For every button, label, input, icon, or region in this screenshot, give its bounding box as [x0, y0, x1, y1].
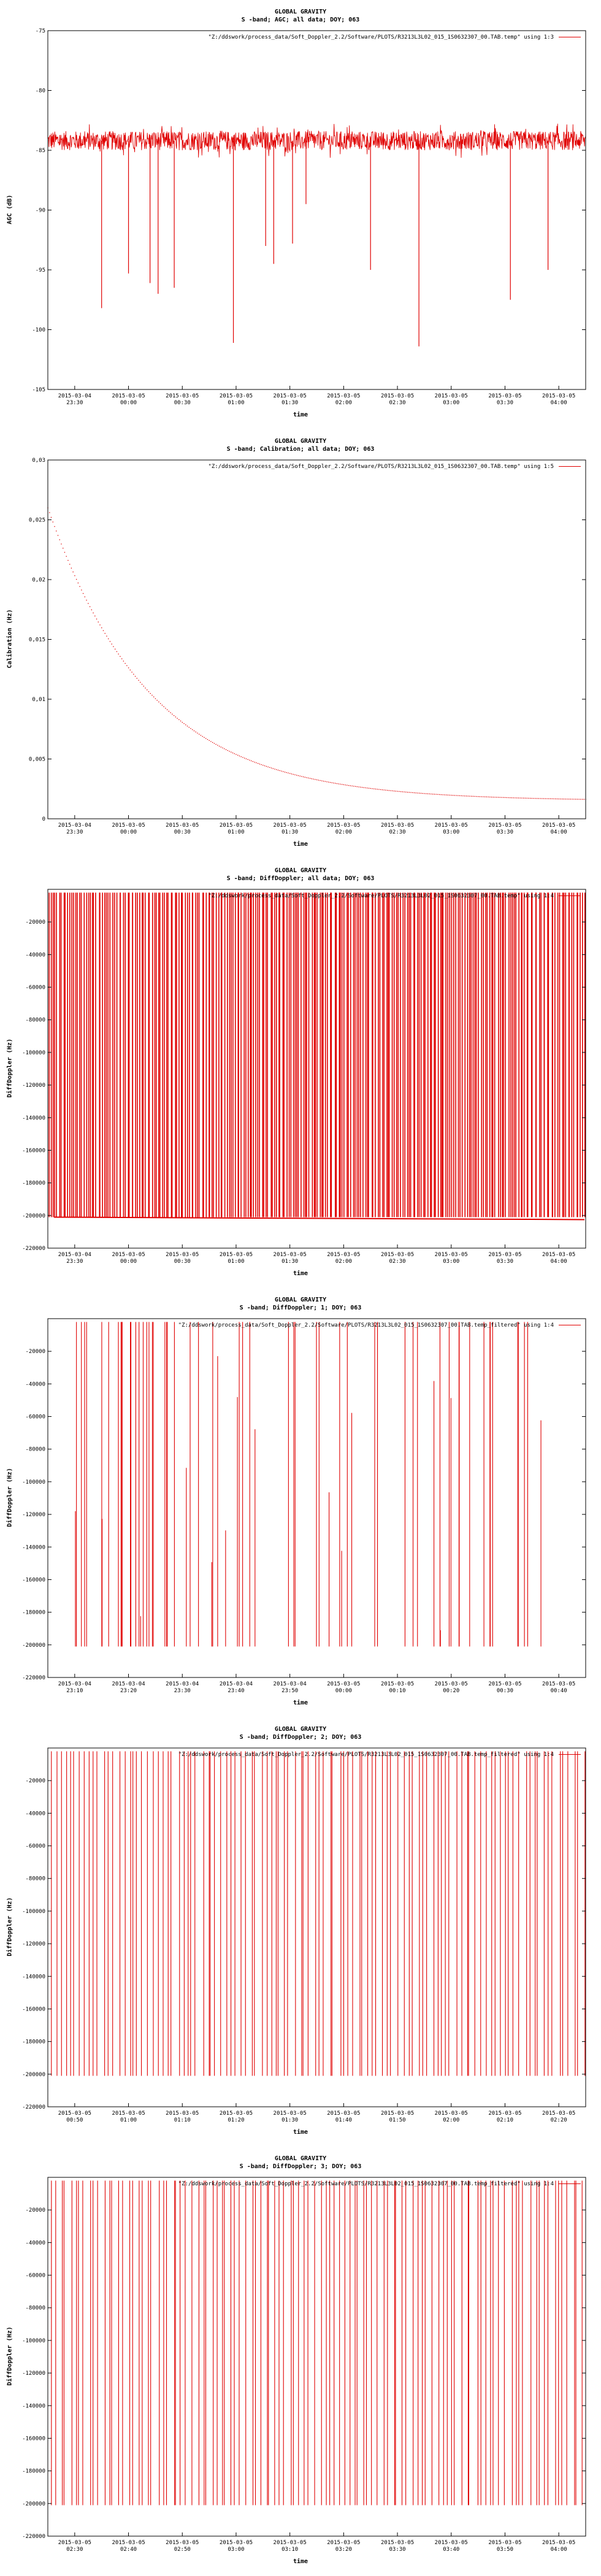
- y-tick-label: -100000: [22, 1908, 45, 1915]
- x-tick-label: 2015-03-05 01:00: [112, 2110, 145, 2123]
- calibration-point: [98, 621, 99, 622]
- calibration-point: [273, 768, 274, 769]
- y-tick-label: -40000: [25, 1811, 45, 1817]
- calibration-point: [417, 792, 418, 793]
- calibration-point: [101, 627, 102, 628]
- y-tick-label: -60000: [25, 1414, 45, 1420]
- y-tick-label: -20000: [25, 1778, 45, 1785]
- x-tick-label: 2015-03-05 03:50: [488, 2540, 522, 2553]
- calibration-point: [533, 798, 534, 799]
- calibration-point: [215, 744, 216, 745]
- calibration-point: [373, 788, 374, 789]
- y-tick-label: -220000: [22, 1246, 45, 1252]
- y-tick-label: -200000: [22, 2501, 45, 2507]
- y-tick-label: -75: [35, 28, 45, 34]
- calibration-point: [400, 791, 401, 792]
- calibration-point: [175, 716, 176, 717]
- calibration-point: [346, 785, 347, 786]
- x-tick-label: 2015-03-05 02:30: [58, 2540, 91, 2553]
- calibration-point: [76, 579, 77, 580]
- calibration-point: [124, 663, 125, 664]
- y-tick-label: -100000: [22, 1479, 45, 1485]
- plot-frame: [48, 460, 586, 819]
- chart-subtitle: S -band; Calibration; all data; DOY; 063: [226, 446, 375, 453]
- y-tick-label: -220000: [22, 2104, 45, 2110]
- x-tick-label: 2015-03-05 04:00: [542, 2540, 576, 2553]
- legend-swatch: [559, 895, 581, 896]
- calibration-point: [521, 798, 522, 799]
- chart-panel-6: [0, 2147, 601, 2576]
- y-tick-label: -80: [35, 88, 45, 94]
- calibration-point: [402, 791, 403, 792]
- x-tick-label: 2015-03-05 02:50: [166, 2540, 199, 2553]
- calibration-point: [457, 795, 458, 796]
- y-tick-label: -80000: [25, 1446, 45, 1453]
- calibration-point: [286, 772, 287, 773]
- chart-title: GLOBAL GRAVITY: [274, 1726, 327, 1733]
- calibration-point: [469, 795, 470, 796]
- y-tick-label: 0,03: [32, 458, 45, 464]
- y-tick-label: -80000: [25, 1017, 45, 1024]
- calibration-point: [133, 674, 134, 675]
- calibration-point: [135, 676, 136, 677]
- calibration-point: [360, 787, 361, 788]
- calibration-point: [459, 795, 460, 796]
- x-axis-label: time: [293, 2558, 308, 2565]
- x-tick-label: 2015-03-05 00:40: [542, 1681, 576, 1694]
- calibration-point: [442, 794, 443, 795]
- x-tick-label: 2015-03-05 04:00: [542, 822, 576, 835]
- calibration-point: [462, 795, 463, 796]
- calibration-point: [441, 794, 442, 795]
- calibration-point: [59, 539, 60, 540]
- x-tick-label: 2015-03-04 23:30: [166, 1681, 199, 1694]
- calibration-point: [343, 784, 344, 785]
- calibration-point: [387, 790, 388, 791]
- calibration-point: [303, 776, 304, 777]
- y-tick-label: -80000: [25, 1876, 45, 1882]
- x-tick-label: 2015-03-05 00:30: [488, 1681, 522, 1694]
- x-tick-label: 2015-03-05 01:00: [219, 822, 253, 835]
- calibration-point: [528, 798, 529, 799]
- y-tick-label: 0,02: [32, 577, 45, 583]
- calibration-point: [271, 768, 272, 769]
- chart-title: GLOBAL GRAVITY: [274, 867, 327, 874]
- y-tick-label: -100: [32, 327, 45, 334]
- calibration-point: [182, 722, 183, 723]
- x-tick-label: 2015-03-04 23:20: [112, 1681, 145, 1694]
- calibration-point: [71, 568, 72, 569]
- x-tick-label: 2015-03-05 02:00: [327, 822, 361, 835]
- calibration-point: [370, 788, 371, 789]
- x-tick-label: 2015-03-05 03:30: [380, 2540, 415, 2553]
- x-axis-label: time: [293, 1270, 308, 1277]
- chart-subtitle: S -band; DiffDoppler; 1; DOY; 063: [239, 1305, 362, 1311]
- y-tick-label: -40000: [25, 952, 45, 959]
- x-tick-label: 2015-03-04 23:10: [58, 1681, 91, 1694]
- x-tick-label: 2015-03-05 03:20: [327, 2540, 361, 2553]
- y-tick-label: -20000: [25, 919, 45, 926]
- x-tick-label: 2015-03-05 00:30: [166, 822, 199, 835]
- x-tick-label: 2015-03-05 02:30: [380, 822, 415, 835]
- calibration-point: [464, 795, 465, 796]
- y-tick-label: -140000: [22, 1544, 45, 1551]
- calibration-point: [108, 638, 109, 639]
- calibration-point: [330, 782, 331, 783]
- calibration-point: [212, 742, 213, 743]
- x-tick-label: 2015-03-05 03:40: [434, 2540, 468, 2553]
- calibration-point: [358, 786, 359, 787]
- calibration-point: [511, 797, 512, 798]
- legend-label: "Z:/ddswork/process_data/Soft_Doppler_2.2/Software/PLOTS/R3213L3L02_015_1S0632307_00.TAB.temp" using 1:3: [208, 34, 554, 40]
- calibration-point: [126, 665, 127, 666]
- legend: [208, 34, 581, 40]
- calibration-point: [241, 756, 242, 757]
- legend: [178, 2181, 581, 2187]
- calibration-point: [580, 799, 581, 800]
- x-tick-label: 2015-03-05 02:00: [434, 2110, 468, 2123]
- x-tick-label: 2015-03-05 01:30: [273, 822, 307, 835]
- calibration-point: [578, 799, 579, 800]
- y-axis-label: DiffDoppler (Hz): [6, 1038, 13, 1098]
- calibration-point: [471, 796, 472, 797]
- legend-swatch: [559, 2183, 581, 2184]
- calibration-point: [513, 797, 514, 798]
- calibration-point: [355, 786, 356, 787]
- y-tick-label: -160000: [22, 1148, 45, 1154]
- chart-svg: [0, 859, 601, 1288]
- y-axis-label: Calibration (Hz): [6, 608, 13, 669]
- calibration-point: [49, 512, 50, 513]
- y-tick-label: -200000: [22, 1642, 45, 1649]
- y-tick-label: -140000: [22, 1974, 45, 1980]
- y-tick-label: 0,01: [32, 697, 45, 703]
- calibration-point: [150, 693, 151, 694]
- y-tick-label: -100000: [22, 2337, 45, 2344]
- calibration-point: [321, 780, 322, 781]
- calibration-point: [269, 767, 270, 768]
- x-tick-label: 2015-03-05 00:00: [112, 822, 145, 835]
- chart-svg: [0, 1717, 601, 2147]
- y-tick-label: -95: [35, 267, 45, 274]
- series-group: [52, 1751, 585, 2076]
- calibration-point: [380, 789, 381, 790]
- y-axis-label: DiffDoppler (Hz): [6, 1467, 13, 1527]
- y-tick-label: -60000: [25, 984, 45, 991]
- calibration-point: [244, 757, 245, 758]
- legend-label: "Z:/ddswork/process_data/Soft_Doppler_2.2/Software/PLOTS/R3213L3L02_015_1S0632307_00.TAB.temp" using 1:4: [208, 893, 554, 899]
- x-tick-label: 2015-03-05 01:30: [273, 393, 307, 406]
- chart-panel-5: [0, 1717, 601, 2147]
- y-tick-label: -220000: [22, 1675, 45, 1681]
- calibration-point: [385, 790, 386, 791]
- y-tick-label: -180000: [22, 1180, 45, 1187]
- series-group: [49, 892, 585, 1219]
- calibration-point: [543, 798, 544, 799]
- calibration-point: [185, 724, 186, 725]
- y-axis-label: AGC (dB): [6, 194, 13, 224]
- x-tick-label: 2015-03-05 00:20: [434, 1681, 468, 1694]
- x-axis-label: time: [293, 1700, 308, 1706]
- y-tick-label: -105: [32, 387, 45, 393]
- chart-svg: [0, 1288, 601, 1717]
- y-tick-label: -80000: [25, 2305, 45, 2312]
- calibration-point: [582, 799, 583, 800]
- y-tick-label: -60000: [25, 2272, 45, 2279]
- y-tick-label: -120000: [22, 2371, 45, 2377]
- x-tick-label: 2015-03-04 23:50: [273, 1681, 307, 1694]
- legend: [208, 893, 581, 899]
- legend-label: "Z:/ddswork/process_data/Soft_Doppler_2.2/Software/PLOTS/R3213L3L02_015_1S0632307_00.TAB.temp_filtered" using 1:4: [178, 2181, 554, 2187]
- calibration-point: [138, 680, 139, 681]
- calibration-point: [64, 552, 65, 553]
- calibration-point: [121, 658, 122, 659]
- calibration-point: [234, 753, 235, 754]
- chart-subtitle: S -band; DiffDoppler; all data; DOY; 063: [226, 875, 375, 882]
- calibration-point: [99, 624, 100, 625]
- calibration-point: [207, 739, 208, 740]
- calibration-point: [412, 792, 413, 793]
- calibration-point: [516, 797, 517, 798]
- calibration-point: [382, 789, 383, 790]
- legend-label: "Z:/ddswork/process_data/Soft_Doppler_2.2/Software/PLOTS/R3213L3L02_015_1S0632307_00.TAB.temp_filtered" using 1:4: [178, 1752, 554, 1758]
- y-tick-label: -140000: [22, 1115, 45, 1122]
- chart-panel-1: [0, 0, 601, 429]
- series-group: [48, 124, 586, 347]
- y-tick-label: -180000: [22, 1609, 45, 1616]
- x-tick-label: 2015-03-05 01:30: [273, 1252, 307, 1265]
- x-tick-label: 2015-03-05 02:00: [327, 1252, 361, 1265]
- calibration-point: [350, 785, 351, 786]
- calibration-point: [348, 785, 349, 786]
- y-tick-label: -40000: [25, 1381, 45, 1388]
- calibration-point: [155, 698, 156, 699]
- x-tick-label: 2015-03-05 03:30: [488, 1252, 522, 1265]
- y-tick-label: -140000: [22, 2403, 45, 2410]
- calibration-point: [518, 797, 519, 798]
- x-tick-label: 2015-03-05 03:00: [434, 822, 468, 835]
- calibration-point: [74, 575, 75, 576]
- y-tick-label: -180000: [22, 2468, 45, 2475]
- x-tick-label: 2015-03-05 00:30: [166, 393, 199, 406]
- calibration-point: [501, 797, 502, 798]
- x-tick-label: 2015-03-05 01:40: [327, 2110, 361, 2123]
- y-tick-label: -100000: [22, 1049, 45, 1056]
- chart-subtitle: S -band; DiffDoppler; 2; DOY; 063: [239, 1734, 362, 1741]
- y-tick-label: -160000: [22, 1577, 45, 1584]
- chart-panel-3: [0, 859, 601, 1288]
- calibration-point: [178, 719, 179, 720]
- calibration-point: [67, 560, 68, 561]
- x-tick-label: 2015-03-04 23:30: [58, 822, 91, 835]
- calibration-point: [328, 782, 329, 783]
- calibration-point: [326, 781, 327, 782]
- calibration-point: [190, 728, 191, 729]
- legend-label: "Z:/ddswork/process_data/Soft_Doppler_2.2/Software/PLOTS/R3213L3L02_015_1S0632307_00.TAB.temp" using 1:5: [208, 464, 554, 470]
- calibration-point: [128, 667, 129, 668]
- calibration-point: [298, 775, 299, 776]
- x-tick-label: 2015-03-05 01:10: [166, 2110, 199, 2123]
- calibration-point: [106, 635, 107, 636]
- calibration-point: [51, 517, 52, 518]
- x-tick-label: 2015-03-05 00:50: [58, 2110, 91, 2123]
- calibration-point: [476, 796, 477, 797]
- plot-frame: [48, 2177, 586, 2536]
- chart-title: GLOBAL GRAVITY: [274, 9, 327, 15]
- x-tick-label: 2015-03-05 03:00: [434, 393, 468, 406]
- x-tick-label: 2015-03-05 00:10: [380, 1681, 415, 1694]
- calibration-point: [202, 736, 203, 737]
- x-tick-label: 2015-03-05 02:30: [380, 1252, 415, 1265]
- y-tick-label: 0,015: [28, 637, 45, 643]
- chart-subtitle: S -band; AGC; all data; DOY; 063: [241, 17, 360, 23]
- x-tick-label: 2015-03-05 04:00: [542, 1252, 576, 1265]
- calibration-point: [151, 695, 152, 696]
- calibration-point: [81, 589, 82, 590]
- legend: [178, 1322, 581, 1328]
- calibration-point: [249, 760, 250, 761]
- y-axis-label: DiffDoppler (Hz): [6, 2326, 13, 2386]
- plot-frame: [48, 1748, 586, 2107]
- diffdoppler-floor-line: [54, 1217, 584, 1219]
- calibration-point: [293, 774, 294, 775]
- x-axis-label: time: [293, 412, 308, 418]
- x-tick-label: 2015-03-05 02:40: [112, 2540, 145, 2553]
- x-tick-label: 2015-03-05 01:00: [219, 1252, 253, 1265]
- calibration-point: [291, 773, 292, 774]
- legend: [208, 464, 581, 470]
- chart-subtitle: S -band; DiffDoppler; 3; DOY; 063: [239, 2163, 362, 2170]
- x-tick-label: 2015-03-05 01:30: [273, 2110, 307, 2123]
- x-tick-label: 2015-03-05 00:00: [327, 1681, 361, 1694]
- chart-svg: [0, 2147, 601, 2576]
- calibration-point: [148, 691, 149, 692]
- x-tick-label: 2015-03-05 00:00: [112, 393, 145, 406]
- y-tick-label: -20000: [25, 2207, 45, 2214]
- x-tick-label: 2015-03-05 03:30: [488, 822, 522, 835]
- x-axis-label: time: [293, 2129, 308, 2136]
- calibration-point: [384, 789, 385, 790]
- y-tick-label: 0: [42, 816, 45, 822]
- y-tick-label: -160000: [22, 2006, 45, 2013]
- x-tick-label: 2015-03-05 00:00: [112, 1252, 145, 1265]
- y-tick-label: -20000: [25, 1349, 45, 1355]
- calibration-point: [306, 777, 307, 778]
- y-axis-label: DiffDoppler (Hz): [6, 1896, 13, 1957]
- x-tick-label: 2015-03-05 03:10: [273, 2540, 307, 2553]
- chart-svg: [0, 0, 601, 429]
- calibration-point: [192, 729, 193, 730]
- legend-swatch: [559, 1754, 581, 1755]
- x-tick-label: 2015-03-05 03:00: [434, 1252, 468, 1265]
- x-tick-label: 2015-03-05 03:30: [488, 393, 522, 406]
- x-tick-label: 2015-03-05 01:50: [380, 2110, 415, 2123]
- calibration-point: [525, 798, 526, 799]
- y-tick-label: -120000: [22, 1083, 45, 1089]
- calibration-point: [439, 794, 440, 795]
- calibration-point: [545, 798, 546, 799]
- x-tick-label: 2015-03-05 01:00: [219, 393, 253, 406]
- y-tick-label: -120000: [22, 1512, 45, 1519]
- y-tick-label: 0,025: [28, 517, 45, 524]
- calibration-point: [79, 586, 80, 587]
- y-tick-label: -90: [35, 207, 45, 214]
- calibration-point: [54, 526, 55, 527]
- calibration-point: [357, 786, 358, 787]
- calibration-point: [466, 795, 467, 796]
- y-tick-label: -200000: [22, 1213, 45, 1219]
- y-tick-label: -200000: [22, 2071, 45, 2078]
- x-tick-label: 2015-03-04 23:30: [58, 393, 91, 406]
- x-tick-label: 2015-03-05 02:00: [327, 393, 361, 406]
- x-tick-label: 2015-03-05 00:30: [166, 1252, 199, 1265]
- y-tick-label: -220000: [22, 2534, 45, 2540]
- chart-title: GLOBAL GRAVITY: [274, 438, 327, 445]
- calibration-point: [468, 795, 469, 796]
- series-group: [52, 2180, 582, 2505]
- calibration-point: [437, 794, 438, 795]
- calibration-point: [237, 755, 238, 756]
- x-tick-label: 2015-03-05 02:10: [488, 2110, 522, 2123]
- x-tick-label: 2015-03-05 01:20: [219, 2110, 253, 2123]
- calibration-point: [520, 797, 521, 798]
- x-axis-label: time: [293, 841, 308, 848]
- calibration-point: [444, 794, 445, 795]
- chart-panel-2: [0, 429, 601, 859]
- y-tick-label: -85: [35, 148, 45, 154]
- calibration-point: [526, 798, 527, 799]
- x-tick-label: 2015-03-05 04:00: [542, 393, 576, 406]
- x-tick-label: 2015-03-05 02:30: [380, 393, 415, 406]
- y-tick-label: -120000: [22, 1941, 45, 1948]
- y-tick-label: -180000: [22, 2039, 45, 2045]
- series-group: [75, 1322, 541, 1646]
- legend: [178, 1752, 581, 1758]
- calibration-point: [209, 740, 210, 741]
- chart-svg: [0, 429, 601, 859]
- legend-label: "Z:/ddswork/process_data/Soft_Doppler_2.2/Software/PLOTS/R3213L3L02_015_1S0632307_00.TAB.temp_filtered" using 1:4: [178, 1322, 554, 1328]
- calibration-point: [210, 741, 211, 742]
- chart-title: GLOBAL GRAVITY: [274, 1297, 327, 1303]
- calibration-point: [538, 798, 539, 799]
- calibration-point: [390, 790, 391, 791]
- calibration-point: [461, 795, 462, 796]
- series-group: [47, 507, 586, 800]
- chart-panel-4: [0, 1288, 601, 1717]
- calibration-point: [264, 765, 265, 766]
- calibration-point: [276, 769, 277, 770]
- x-tick-label: 2015-03-05 03:00: [219, 2540, 253, 2553]
- calibration-point: [266, 766, 267, 767]
- calibration-point: [183, 723, 184, 724]
- calibration-point: [523, 798, 524, 799]
- y-tick-label: -40000: [25, 2240, 45, 2247]
- chart-title: GLOBAL GRAVITY: [274, 2155, 327, 2162]
- y-tick-label: -60000: [25, 1843, 45, 1850]
- calibration-point: [414, 792, 415, 793]
- x-tick-label: 2015-03-05 02:20: [542, 2110, 576, 2123]
- x-tick-label: 2015-03-04 23:40: [219, 1681, 253, 1694]
- y-tick-label: 0,005: [28, 756, 45, 763]
- legend-swatch: [559, 466, 581, 467]
- y-tick-label: -160000: [22, 2436, 45, 2442]
- x-tick-label: 2015-03-04 23:30: [58, 1252, 91, 1265]
